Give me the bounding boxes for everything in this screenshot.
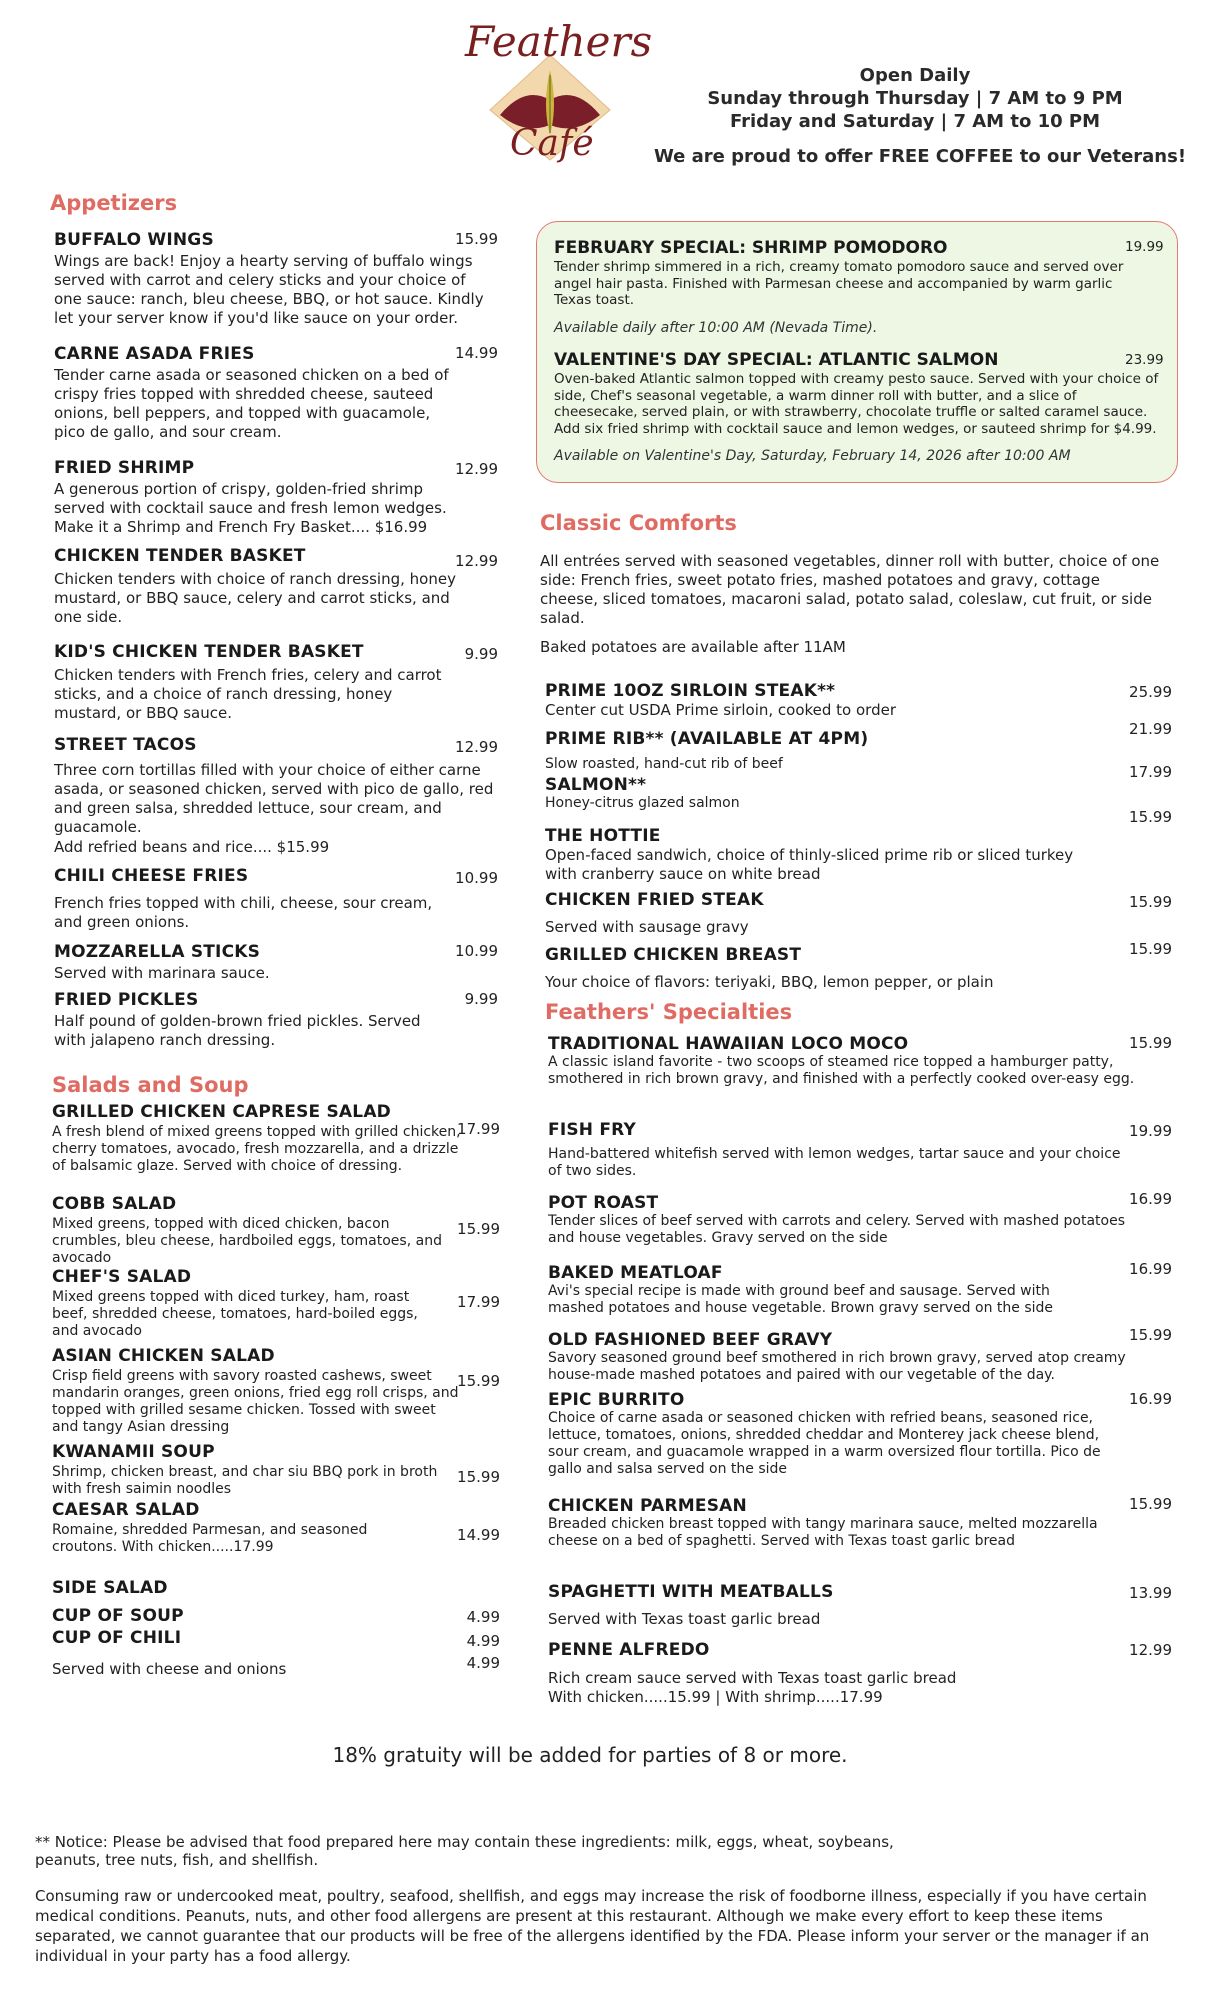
- item-name: PENNE ALFREDO: [548, 1640, 710, 1660]
- item-name: CHICKEN TENDER BASKET: [54, 546, 306, 566]
- item-desc: Wings are back! Enjoy a hearty serving of buffalo wings served with carrot and celery sticks and your choice of one sauce: ranch, bleu cheese, BBQ, or hot sauce. Kindly let your server know if you'd like sauce on your order.: [54, 252, 484, 327]
- special-availability: Available daily after 10:00 AM (Nevada Time).: [554, 320, 878, 336]
- specialties-heading: Feathers' Specialties: [545, 1000, 793, 1024]
- menu-item: [548, 1263, 1128, 1317]
- item-name: PRIME 10OZ SIRLOIN STEAK**: [545, 681, 836, 701]
- item-desc: Tender slices of beef served with carrots and celery. Served with mashed potatoes and house vegetables. Gravy served on the side: [548, 1213, 1126, 1246]
- item-desc: Honey-citrus glazed salmon: [545, 795, 740, 811]
- item-desc: Breaded chicken breast topped with tangy marinara sauce, melted mozzarella cheese on a bed of spaghetti. Served with Texas toast garlic bread: [548, 1516, 1098, 1549]
- item-name: GRILLED CHICKEN CAPRESE SALAD: [52, 1102, 391, 1122]
- item-name: FRIED PICKLES: [54, 990, 199, 1010]
- item-desc: A classic island favorite - two scoops of steamed rice topped a hamburger patty, smothered in rich brown gravy, and finished with a perfectly cooked over-easy egg.: [548, 1054, 1135, 1087]
- item-price: 15.99: [457, 1372, 500, 1390]
- allergen-notice: ** Notice: Please be advised that food prepared here may contain these ingredients: milk, eggs, wheat, soybeans, peanuts, tree nuts, fish, and shellfish.: [35, 1833, 894, 1869]
- item-price: 16.99: [1129, 1390, 1172, 1408]
- item-desc: Hand-battered whitefish served with lemon wedges, tartar sauce and your choice of two sides.: [548, 1146, 1121, 1179]
- item-name: FRIED SHRIMP: [54, 458, 195, 478]
- item-name: CHEF'S SALAD: [52, 1267, 192, 1287]
- item-price: 15.99: [455, 230, 498, 248]
- item-price: 15.99: [1129, 940, 1172, 958]
- item-price: 15.99: [1129, 1326, 1172, 1344]
- item-price: 14.99: [457, 1526, 500, 1544]
- cup-of-chili: CUP OF CHILI: [52, 1628, 182, 1648]
- item-desc: Mixed greens topped with diced turkey, ham, roast beef, shredded cheese, tomatoes, hard-boiled eggs, and avocado: [52, 1289, 418, 1339]
- item-name: TRADITIONAL HAWAIIAN LOCO MOCO: [548, 1034, 909, 1054]
- special-name: VALENTINE'S DAY SPECIAL: ATLANTIC SALMON: [554, 350, 999, 370]
- item-price: 9.99: [464, 990, 498, 1008]
- served-with-note: Served with cheese and onions: [52, 1660, 287, 1678]
- menu-item: [54, 344, 484, 442]
- item-name: CHICKEN PARMESAN: [548, 1496, 747, 1516]
- item-price: 15.99: [457, 1468, 500, 1486]
- hours-title: Open Daily: [859, 65, 971, 86]
- item-name: PRIME RIB** (AVAILABLE AT 4PM): [545, 729, 869, 749]
- item-desc: Three corn tortillas filled with your choice of either carne asada, or seasoned chicken, served with pico de gallo, red and green salsa, shredded lettuce, sour cream, and guacamole.: [54, 761, 494, 836]
- item-name: OLD FASHIONED BEEF GRAVY: [548, 1330, 833, 1350]
- item-price: 16.99: [1129, 1260, 1172, 1278]
- special-name: FEBRUARY SPECIAL: SHRIMP POMODORO: [554, 238, 948, 258]
- item-extra: Add refried beans and rice.... $15.99: [54, 838, 330, 856]
- item-desc: French fries topped with chili, cheese, sour cream, and green onions.: [54, 894, 433, 931]
- item-name: CARNE ASADA FRIES: [54, 344, 255, 364]
- item-desc: Rich cream sauce served with Texas toast garlic bread: [548, 1669, 957, 1687]
- menu-item: [545, 775, 1105, 812]
- baked-potato-note: Baked potatoes are available after 11AM: [540, 638, 846, 656]
- menu-item: [54, 546, 484, 627]
- menu-item: [54, 942, 484, 983]
- item-name: CAESAR SALAD: [52, 1500, 200, 1520]
- item-price: 15.99: [1129, 808, 1172, 826]
- hours-weekend: Friday and Saturday | 7 AM to 10 PM: [729, 111, 1101, 132]
- item-name: MOZZARELLA STICKS: [54, 942, 261, 962]
- item-price: 25.99: [1129, 683, 1172, 701]
- item-desc: Chicken tenders with choice of ranch dressing, honey mustard, or BBQ sauce, celery and carrot sticks, and one side.: [54, 570, 456, 626]
- item-price: 12.99: [455, 738, 498, 756]
- menu-item: [548, 1390, 1108, 1478]
- item-desc: Romaine, shredded Parmesan, and seasoned croutons. With chicken.....17.99: [52, 1522, 368, 1555]
- menu-item: [548, 1120, 1128, 1180]
- special-price: 23.99: [1125, 352, 1164, 368]
- item-price: 13.99: [1129, 1584, 1172, 1602]
- item-desc: Chicken tenders with French fries, celery and carrot sticks, and a choice of ranch dressing, honey mustard, or BBQ sauce.: [54, 666, 442, 722]
- appetizers-heading: Appetizers: [50, 191, 178, 215]
- hours-block: [705, 64, 1125, 133]
- menu-item: [54, 735, 494, 857]
- cafe-logo: [465, 15, 653, 165]
- item-desc: Choice of carne asada or seasoned chicken with refried beans, seasoned rice, lettuce, tomatoes, onions, shredded cheddar and Monterey jack cheese blend, sour cream, and guacamole wrapped in a warm oversized flour tortilla. Pico de gallo and salsa served on the side: [548, 1410, 1101, 1477]
- gratuity-note: 18% gratuity will be added for parties of 8 or more.: [332, 1743, 848, 1767]
- item-price: 4.99: [466, 1632, 500, 1650]
- item-price: 15.99: [457, 1220, 500, 1238]
- item-name: ASIAN CHICKEN SALAD: [52, 1346, 275, 1366]
- item-price: 15.99: [1129, 1034, 1172, 1052]
- menu-item: [52, 1267, 482, 1340]
- menu-item: [548, 1193, 1128, 1247]
- menu-item: [54, 230, 484, 328]
- item-price: 16.99: [1129, 1190, 1172, 1208]
- item-name: KID'S CHICKEN TENDER BASKET: [54, 642, 364, 662]
- special-desc: Oven-baked Atlantic salmon topped with creamy pesto sauce. Served with your choice of side, Chef's seasonal vegetable, a warm dinner roll with butter, and a slice of cheesecake, served plain, or with strawberry, chocolate truffle or salted caramel sauce. Add six fried shrimp with cocktail sauce and lemon wedges, or sauteed shrimp for $4.99.: [554, 371, 1159, 437]
- item-price: 15.99: [1129, 893, 1172, 911]
- special-desc: Tender shrimp simmered in a rich, creamy tomato pomodoro sauce and served over angel hair pasta. Finished with Parmesan cheese and accompanied by warm garlic Texas toast.: [554, 259, 1124, 308]
- menu-item: [548, 1582, 1108, 1629]
- item-name: EPIC BURRITO: [548, 1390, 685, 1410]
- item-price: 4.99: [466, 1608, 500, 1626]
- menu-item: [545, 945, 1105, 992]
- item-price: 21.99: [1129, 720, 1172, 738]
- menu-item: [54, 866, 484, 932]
- menu-item: [52, 1500, 482, 1556]
- item-name: SALMON**: [545, 775, 647, 795]
- menu-item: [545, 890, 1105, 937]
- item-name: COBB SALAD: [52, 1194, 177, 1214]
- item-extra: With chicken.....15.99 | With shrimp.....17.99: [548, 1688, 883, 1706]
- item-price: 4.99: [466, 1654, 500, 1672]
- menu-item: [52, 1346, 482, 1436]
- item-name: THE HOTTIE: [545, 826, 661, 846]
- classic-comforts-heading: Classic Comforts: [540, 511, 737, 535]
- menu-item: [545, 681, 1105, 720]
- item-price: 17.99: [457, 1293, 500, 1311]
- menu-item: [545, 729, 1105, 773]
- logo-subtitle: Café: [510, 123, 594, 164]
- item-name: SPAGHETTI WITH MEATBALLS: [548, 1582, 834, 1602]
- item-desc: A fresh blend of mixed greens topped with grilled chicken, cherry tomatoes, avocado, fresh mozzarella, and a drizzle of balsamic glaze. Served with choice of dressing.: [52, 1124, 461, 1174]
- item-price: 12.99: [455, 552, 498, 570]
- item-name: CHILI CHEESE FRIES: [54, 866, 249, 886]
- menu-item: [545, 826, 1105, 884]
- item-price: 10.99: [455, 869, 498, 887]
- item-name: CHICKEN FRIED STEAK: [545, 890, 764, 910]
- item-desc: Savory seasoned ground beef smothered in rich brown gravy, served atop creamy house-made mashed potatoes and paired with our vegetable of the day.: [548, 1350, 1126, 1383]
- menu-item: [548, 1330, 1168, 1384]
- item-desc: Crisp field greens with savory roasted cashews, sweet mandarin oranges, green onions, fried egg roll crisps, and topped with grilled sesame chicken. Tossed with sweet and tangy Asian dressing: [52, 1368, 459, 1435]
- item-desc: Open-faced sandwich, choice of thinly-sliced prime rib or sliced turkey with cranberry sauce on white bread: [545, 846, 1074, 883]
- item-price: 12.99: [455, 460, 498, 478]
- item-name: STREET TACOS: [54, 735, 197, 755]
- item-desc: Slow roasted, hand-cut rib of beef: [545, 756, 783, 772]
- menu-item: [54, 642, 484, 723]
- item-price: 15.99: [1129, 1495, 1172, 1513]
- classic-intro: All entrées served with seasoned vegetables, dinner roll with butter, choice of one side: French fries, sweet potato fries, mashed potatoes and gravy, cottage cheese, sliced tomatoes, macaroni salad, potato salad, coleslaw, cut fruit, or side salad.: [540, 552, 1160, 627]
- item-price: 10.99: [455, 942, 498, 960]
- item-name: POT ROAST: [548, 1193, 659, 1213]
- specials-box: [536, 221, 1178, 483]
- item-name: BUFFALO WINGS: [54, 230, 214, 250]
- menu-item: [52, 1194, 482, 1267]
- special-price: 19.99: [1125, 239, 1164, 255]
- item-name: KWANAMII SOUP: [52, 1442, 215, 1462]
- logo-title: Feathers: [465, 17, 653, 66]
- item-name: BAKED MEATLOAF: [548, 1263, 723, 1283]
- item-desc: Tender carne asada or seasoned chicken on a bed of crispy fries topped with shredded cheese, sauteed onions, bell peppers, and topped with guacamole, pico de gallo, and sour cream.: [54, 366, 449, 441]
- hours-weekday: Sunday through Thursday | 7 AM to 9 PM: [707, 88, 1123, 109]
- special-availability: Available on Valentine's Day, Saturday, February 14, 2026 after 10:00 AM: [554, 448, 1071, 464]
- item-price: 9.99: [464, 645, 498, 663]
- menu-item: [548, 1034, 1168, 1088]
- item-desc: Your choice of flavors: teriyaki, BBQ, lemon pepper, or plain: [545, 973, 994, 991]
- menu-item: [52, 1102, 482, 1175]
- menu-item: [52, 1442, 482, 1498]
- salads-heading: Salads and Soup: [52, 1073, 249, 1097]
- item-desc: A generous portion of crispy, golden-fried shrimp served with cocktail sauce and fresh lemon wedges. Make it a Shrimp and French Fry Basket.... $16.99: [54, 480, 447, 536]
- item-name: FISH FRY: [548, 1120, 637, 1140]
- consumer-advisory: Consuming raw or undercooked meat, poultry, seafood, shellfish, and eggs may increase the risk of foodborne illness, especially if you have certain medical conditions. Peanuts, nuts, and other food allergens are present at this restaurant. Although we make every effort to keep these items separated, we cannot guarantee that our products will be free of the allergens identified by the FDA. Please inform your server or the manager if an individual in your party has a food allergy.: [35, 1887, 1150, 1965]
- menu-item: [548, 1496, 1108, 1550]
- menu-item: [54, 990, 484, 1050]
- item-desc: Shrimp, chicken breast, and char siu BBQ pork in broth with fresh saimin noodles: [52, 1464, 438, 1497]
- item-price: 17.99: [1129, 763, 1172, 781]
- item-desc: Mixed greens, topped with diced chicken, bacon crumbles, bleu cheese, hardboiled eggs, tomatoes, and avocado: [52, 1216, 442, 1266]
- item-desc: Avi's special recipe is made with ground beef and sausage. Served with mashed potatoes and house vegetable. Brown gravy served on the side: [548, 1283, 1054, 1316]
- item-price: 19.99: [1129, 1122, 1172, 1140]
- cup-of-soup: CUP OF SOUP: [52, 1606, 184, 1626]
- veterans-note: We are proud to offer FREE COFFEE to our Veterans!: [653, 146, 1187, 167]
- item-desc: Served with sausage gravy: [545, 918, 749, 936]
- item-desc: Half pound of golden-brown fried pickles. Served with jalapeno ranch dressing.: [54, 1012, 421, 1049]
- menu-item: [548, 1640, 1108, 1707]
- item-price: 17.99: [457, 1120, 500, 1138]
- side-salad: SIDE SALAD: [52, 1578, 168, 1598]
- item-desc: Served with marinara sauce.: [54, 964, 270, 982]
- item-price: 14.99: [455, 344, 498, 362]
- item-name: GRILLED CHICKEN BREAST: [545, 945, 802, 965]
- menu-item: [54, 458, 484, 537]
- item-price: 12.99: [1129, 1641, 1172, 1659]
- item-desc: Center cut USDA Prime sirloin, cooked to order: [545, 701, 896, 719]
- item-desc: Served with Texas toast garlic bread: [548, 1610, 821, 1628]
